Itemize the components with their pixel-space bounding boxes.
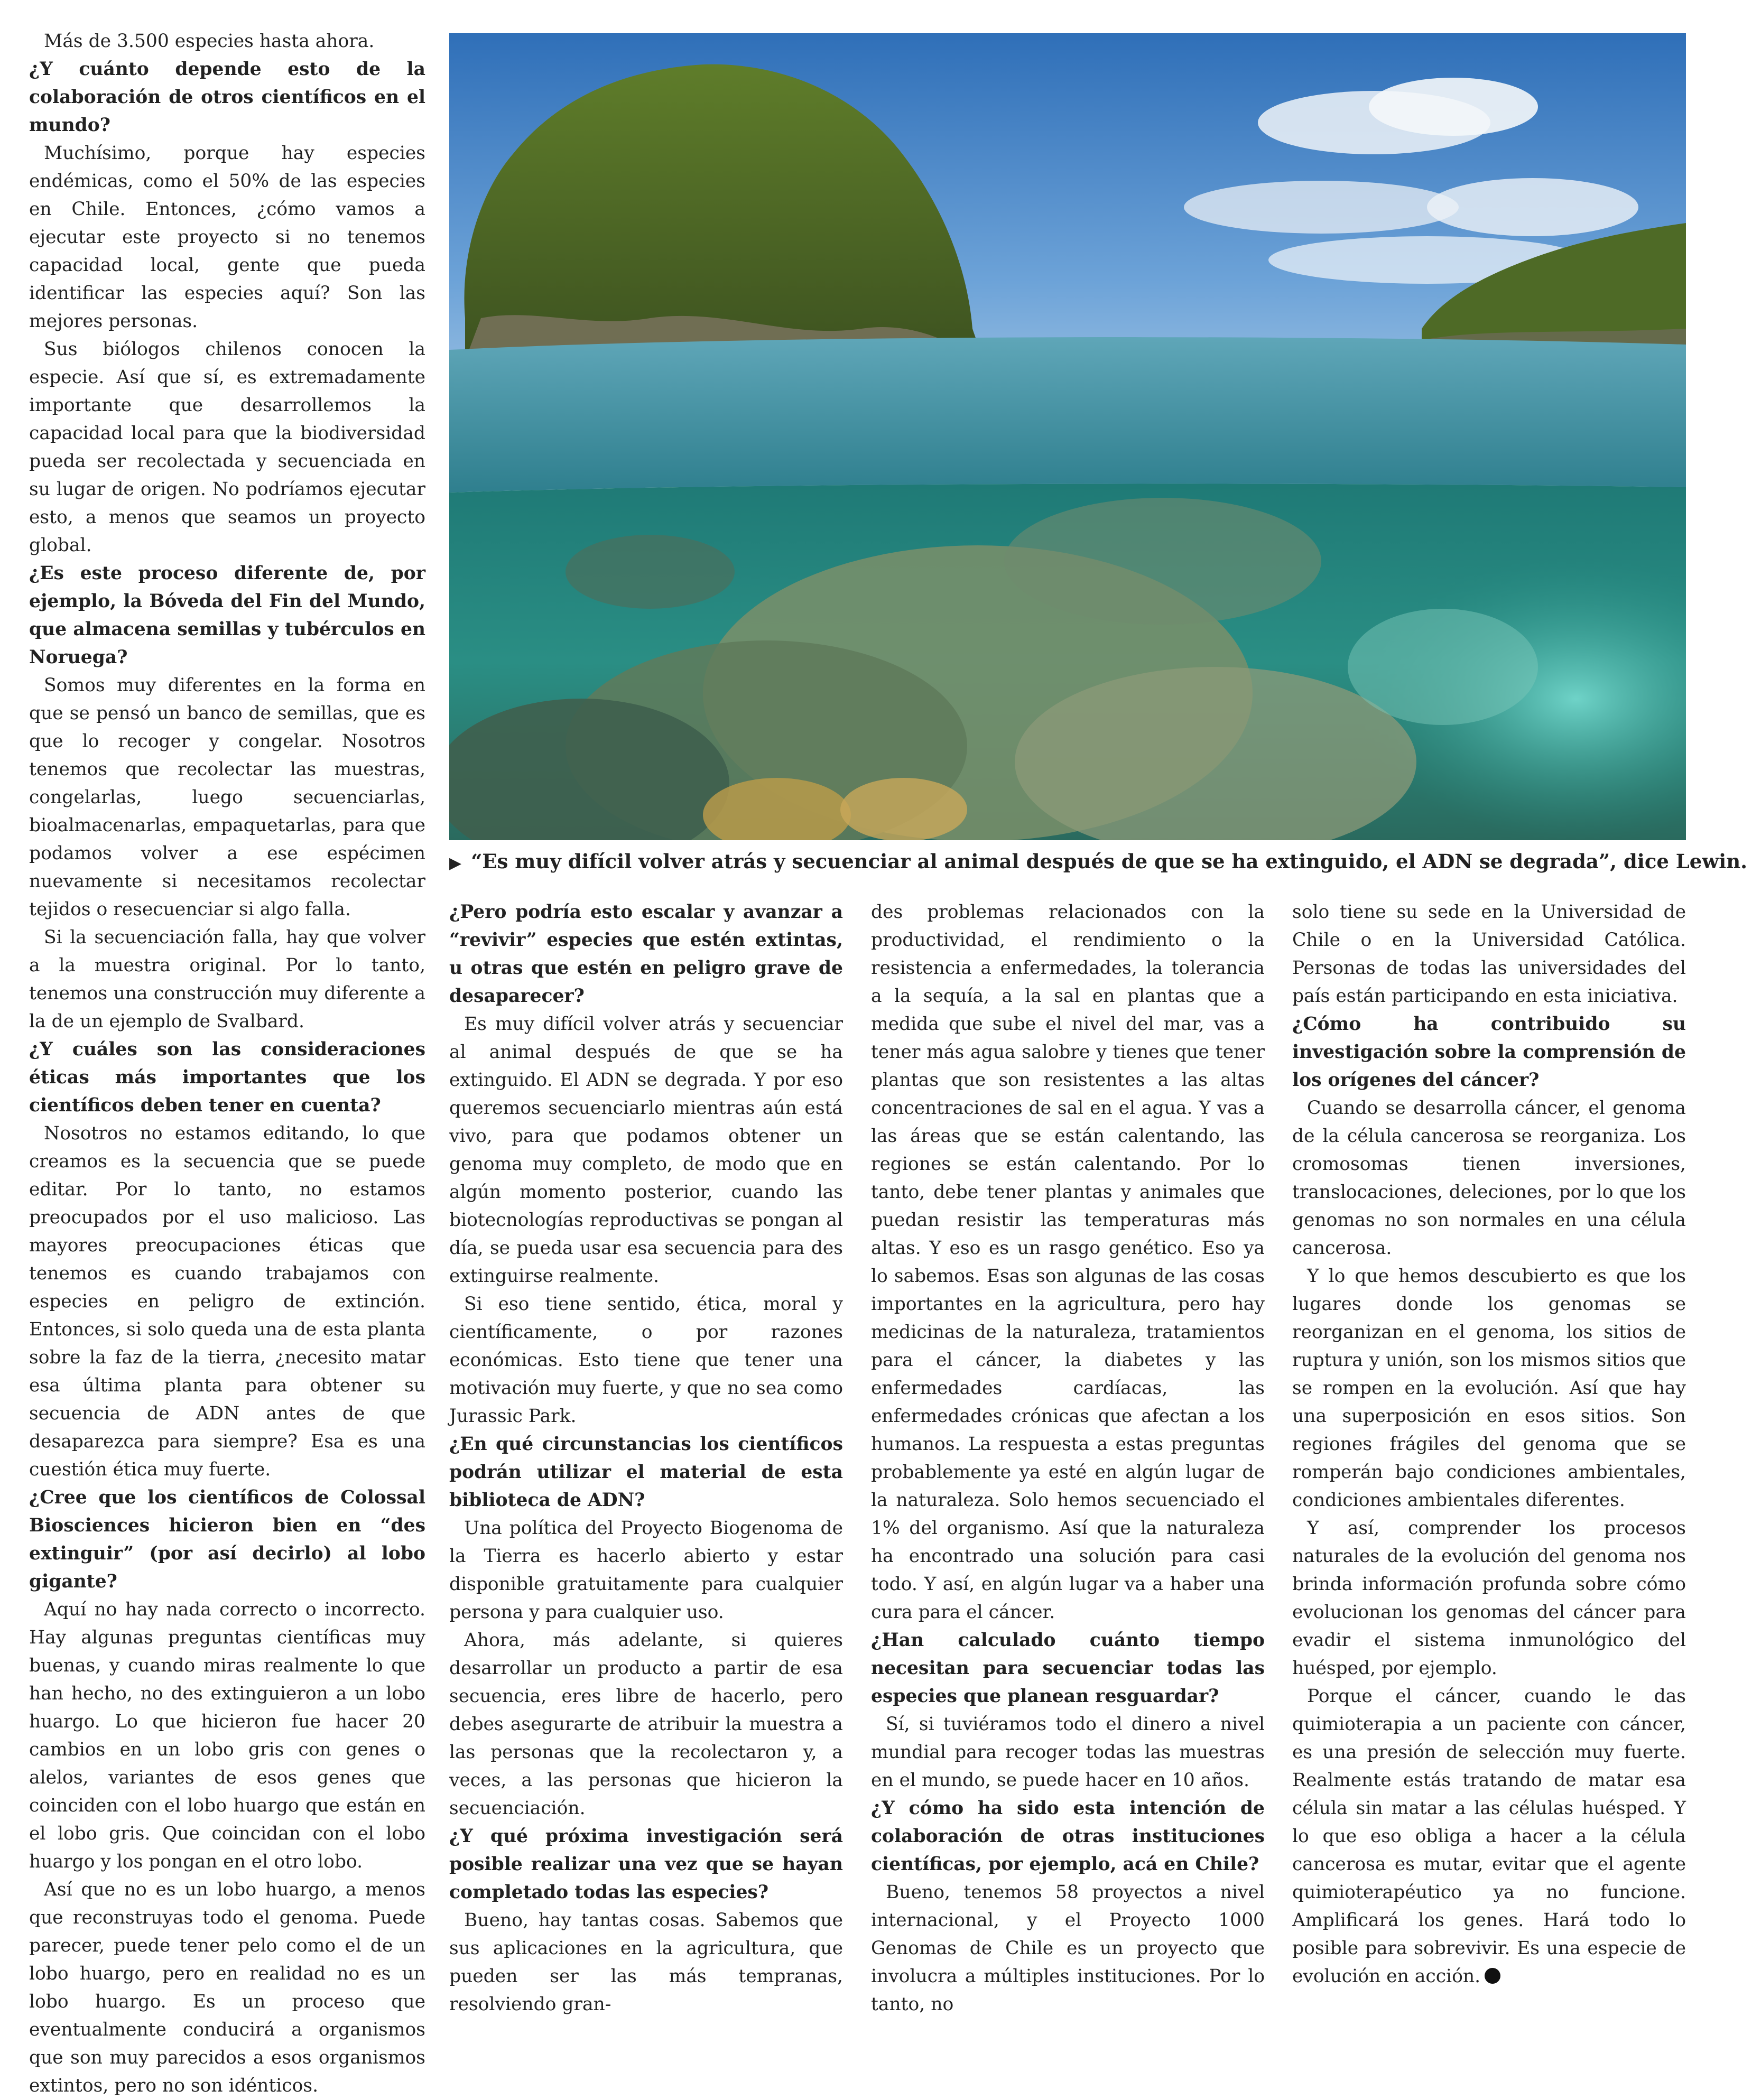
answer-paragraph <box>449 1290 843 1430</box>
reef-island-photo <box>449 33 1686 840</box>
caption-text: “Es muy difícil volver atrás y secuenciar al animal después de que se ha extinguido, el ADN se degrada”, dice Lewin. <box>471 850 1748 873</box>
answer-paragraph <box>29 672 425 924</box>
interview-question <box>29 1036 425 1120</box>
answer-paragraph <box>1292 1262 1686 1514</box>
answer-paragraph <box>871 1879 1265 2019</box>
paragraph-text: Sí, si tuviéramos todo el dinero a nivel mundial para recoger todas las muestras en el mundo, se puede hacer en 10 años. <box>871 1714 1265 1791</box>
interview-question <box>29 560 425 672</box>
paragraph-text: Y lo que hemos descubierto es que los lugares donde los genomas se reorganizan en el genoma, los sitios de ruptura y unión, son los mismos sitios que se rompen en la evolución. Así que hay una superposición en esos sitios. Son regiones frágiles del genoma que se romperán bajo condiciones ambientales, condiciones ambientales diferentes. <box>1292 1266 1686 1511</box>
paragraph-text: ¿Pero podría esto escalar y avanzar a “revivir” especies que estén extintas, u otras que estén en peligro grave de desaparecer? <box>449 902 843 1007</box>
article-column-4 <box>1292 898 1686 1991</box>
answer-paragraph <box>1292 1514 1686 1683</box>
end-mark-icon <box>1485 1968 1500 1984</box>
paragraph-text: Así que no es un lobo huargo, a menos que reconstruyas todo el genoma. Puede parecer, puede tener pelo como el de un lobo huargo, pero en realidad no es un lobo huargo. Es un proceso que eventualmente conducirá a organismos que son muy parecidos a esos organismos extintos, pero no son idénticos. <box>29 1879 425 2096</box>
caption-arrow-icon: ▶ <box>449 854 462 872</box>
interview-question <box>1292 1010 1686 1094</box>
paragraph-text: ¿Cree que los científicos de Colossal Biosciences hicieron bien en “des extinguir” (por así decirlo) al lobo gigante? <box>29 1487 425 1592</box>
photo-caption <box>449 848 1748 877</box>
paragraph-text: ¿Cómo ha contribuido su investigación sobre la comprensión de los orígenes del cáncer? <box>1292 1014 1686 1091</box>
paragraph-text: ¿Y cómo ha sido esta intención de colaboración de otras instituciones científicas, por ejemplo, acá en Chile? <box>871 1798 1265 1875</box>
answer-paragraph <box>29 924 425 1036</box>
answer-paragraph-continued <box>871 898 1265 1627</box>
answer-paragraph <box>449 1010 843 1290</box>
answer-paragraph <box>1292 1683 1686 1991</box>
paragraph-text: Es muy difícil volver atrás y secuenciar al animal después de que se ha extinguido. El ADN se degrada. Y por eso queremos secuenciarlo mientras aún está vivo, para que podamos obtener un genoma muy completo, de modo que en algún momento posterior, cuando las biotecnologías reproductivas se pongan al día, se pueda usar esa secuencia para des extinguirse realmente. <box>449 1014 843 1287</box>
answer-paragraph-continued <box>1292 898 1686 1010</box>
paragraph-text: ¿Y cuáles son las consideraciones éticas más importantes que los científicos deben tener en cuenta? <box>29 1039 425 1116</box>
paragraph-text: Si eso tiene sentido, ética, moral y científicamente, o por razones económicas. Esto tiene que tener una motivación muy fuerte, y que no sea como Jurassic Park. <box>449 1294 843 1427</box>
paragraph-text: Y así, comprender los procesos naturales de la evolución del genoma nos brinda información profunda sobre cómo evolucionan los genomas del cáncer para evadir el sistema inmunológico del huésped, por ejemplo. <box>1292 1518 1686 1679</box>
paragraph-text: ¿Y cuánto depende esto de la colaboración de otros científicos en el mundo? <box>29 59 425 136</box>
article-column-2 <box>449 898 843 2019</box>
paragraph-text: Más de 3.500 especies hasta ahora. <box>44 31 375 52</box>
paragraph-text: Ahora, más adelante, si quieres desarrollar un producto a partir de esa secuencia, eres libre de hacerlo, pero debes asegurarte de atribuir la muestra a las personas que la recolectaron y, a veces, a las personas que hicieron la secuenciación. <box>449 1630 843 1819</box>
interview-question <box>29 55 425 140</box>
paragraph-text: Si la secuenciación falla, hay que volver a la muestra original. Por lo tanto, tenemos una construcción muy diferente a la de un ejemplo de Svalbard. <box>29 927 425 1032</box>
answer-paragraph <box>29 27 425 55</box>
paragraph-text: des problemas relacionados con la productividad, el rendimiento o la resistencia a enfermedades, la tolerancia a la sequía, a la sal en plantas que a medida que sube el nivel del mar, vas a tener más agua salobre y tienes que tener plantas que son resistentes a las altas concentraciones de sal en el agua. Y vas a las áreas que se están calentando, las regiones se están calentando. Por lo tanto, debe tener plantas y animales que puedan resistir las temperaturas más altas. Y eso es un rasgo genético. Eso ya lo sabemos. Esas son algunas de las cosas importantes en la agricultura, pero hay medicinas de la naturaleza, tratamientos para el cáncer, la diabetes y las enfermedades cardíacas, las enfermedades crónicas que afectan a los humanos. La respuesta a estas preguntas probablemente ya esté en algún lugar de la naturaleza. Solo hemos secuenciado el 1% del organismo. Así que la naturaleza ha encontrado una solución para casi todo. Y así, en algún lugar va a haber una cura para el cáncer. <box>871 902 1265 1623</box>
paragraph-text: Cuando se desarrolla cáncer, el genoma de la célula cancerosa se reorganiza. Los cromosomas tienen inversiones, translocaciones, deleciones, por lo que los genomas no son normales en una célula cancerosa. <box>1292 1098 1686 1259</box>
paragraph-text: ¿En qué circunstancias los científicos podrán utilizar el material de esta biblioteca de ADN? <box>449 1434 843 1511</box>
paragraph-text: Aquí no hay nada correcto o incorrecto. Hay algunas preguntas científicas muy buenas, y cuando miras realmente lo que han hecho, no des extinguieron a un lobo huargo. Lo que hicieron fue hacer 20 cambios en un lobo gris con genes o alelos, variantes de esos genes que coinciden con el lobo huargo que están en el lobo gris. Que coincidan con el lobo huargo y los pongan en el otro lobo. <box>29 1599 425 1872</box>
answer-paragraph <box>449 1907 843 2019</box>
interview-question <box>871 1795 1265 1879</box>
answer-paragraph <box>29 336 425 560</box>
answer-paragraph <box>29 1596 425 1876</box>
paragraph-text: ¿Y qué próxima investigación será posible realizar una vez que se hayan completado todas las especies? <box>449 1826 843 1903</box>
answer-paragraph <box>29 1120 425 1484</box>
paragraph-text: Somos muy diferentes en la forma en que se pensó un banco de semillas, que es que lo recoger y congelar. Nosotros tenemos que recolectar las muestras, congelarlas, luego secuenciarlas, bioalmacenarlas, empaquetarlas, para que podamos volver a ese espécimen nuevamente si necesitamos recolectar tejidos o resecuenciar si algo falla. <box>29 675 425 920</box>
interview-question <box>871 1627 1265 1711</box>
interview-question <box>29 1484 425 1596</box>
answer-paragraph <box>29 140 425 336</box>
paragraph-text: solo tiene su sede en la Universidad de Chile o en la Universidad Católica. Personas de todas las universidades del país están participando en esta iniciativa. <box>1292 902 1686 1007</box>
paragraph-text: Porque el cáncer, cuando le das quimioterapia a un paciente con cáncer, es una presión de selección muy fuerte. Realmente estás tratando de matar esa célula sin matar a las células huésped. Y lo que eso obliga a hacer a la célula cancerosa es mutar, evitar que el agente quimioterapéutico ya no funcione. Amplificará los genes. Hará todo lo posible para sobrevivir. Es una especie de evolución en acción. <box>1292 1686 1686 1987</box>
paragraph-text: ¿Han calculado cuánto tiempo necesitan para secuenciar todas las especies que planean resguardar? <box>871 1630 1265 1707</box>
interview-question <box>449 1430 843 1514</box>
paragraph-text: Sus biólogos chilenos conocen la especie. Así que sí, es extremadamente importante que desarrollemos la capacidad local para que la biodiversidad pueda ser recolectada y secuenciada en su lugar de origen. No podríamos ejecutar esto, a menos que seamos un proyecto global. <box>29 339 425 556</box>
answer-paragraph <box>449 1514 843 1627</box>
interview-question <box>449 1823 843 1907</box>
interview-question <box>449 898 843 1010</box>
paragraph-text: ¿Es este proceso diferente de, por ejemplo, la Bóveda del Fin del Mundo, que almacena semillas y tubérculos en Noruega? <box>29 563 425 668</box>
article-column-3 <box>871 898 1265 2019</box>
article-column-1 <box>29 27 425 2100</box>
answer-paragraph <box>871 1711 1265 1795</box>
answer-paragraph <box>449 1627 843 1823</box>
answer-paragraph <box>1292 1094 1686 1262</box>
paragraph-text: Una política del Proyecto Biogenoma de la Tierra es hacerlo abierto y estar disponible gratuitamente para cualquier persona y para cualquier uso. <box>449 1518 843 1623</box>
answer-paragraph <box>29 1876 425 2100</box>
paragraph-text: Bueno, hay tantas cosas. Sabemos que sus aplicaciones en la agricultura, que pueden ser las más tempranas, resolviendo gran- <box>449 1910 843 2015</box>
paragraph-text: Muchísimo, porque hay especies endémicas, como el 50% de las especies en Chile. Entonces, ¿cómo vamos a ejecutar este proyecto si no tenemos capacidad local, gente que pueda identificar las especies aquí? Son las mejores personas. <box>29 143 425 332</box>
paragraph-text: Bueno, tenemos 58 proyectos a nivel internacional, y el Proyecto 1000 Genomas de Chile es un proyecto que involucra a múltiples instituciones. Por lo tanto, no <box>871 1882 1265 2015</box>
paragraph-text: Nosotros no estamos editando, lo que creamos es la secuencia que se puede editar. Por lo tanto, no estamos preocupados por el uso malicioso. Las mayores preocupaciones éticas que tenemos es cuando trabajamos con especies en peligro de extinción. Entonces, si solo queda una de esta planta sobre la faz de la tierra, ¿necesito matar esa última planta para obtener su secuencia de ADN antes de que desaparezca para siempre? Esa es una cuestión ética muy fuerte. <box>29 1123 425 1480</box>
